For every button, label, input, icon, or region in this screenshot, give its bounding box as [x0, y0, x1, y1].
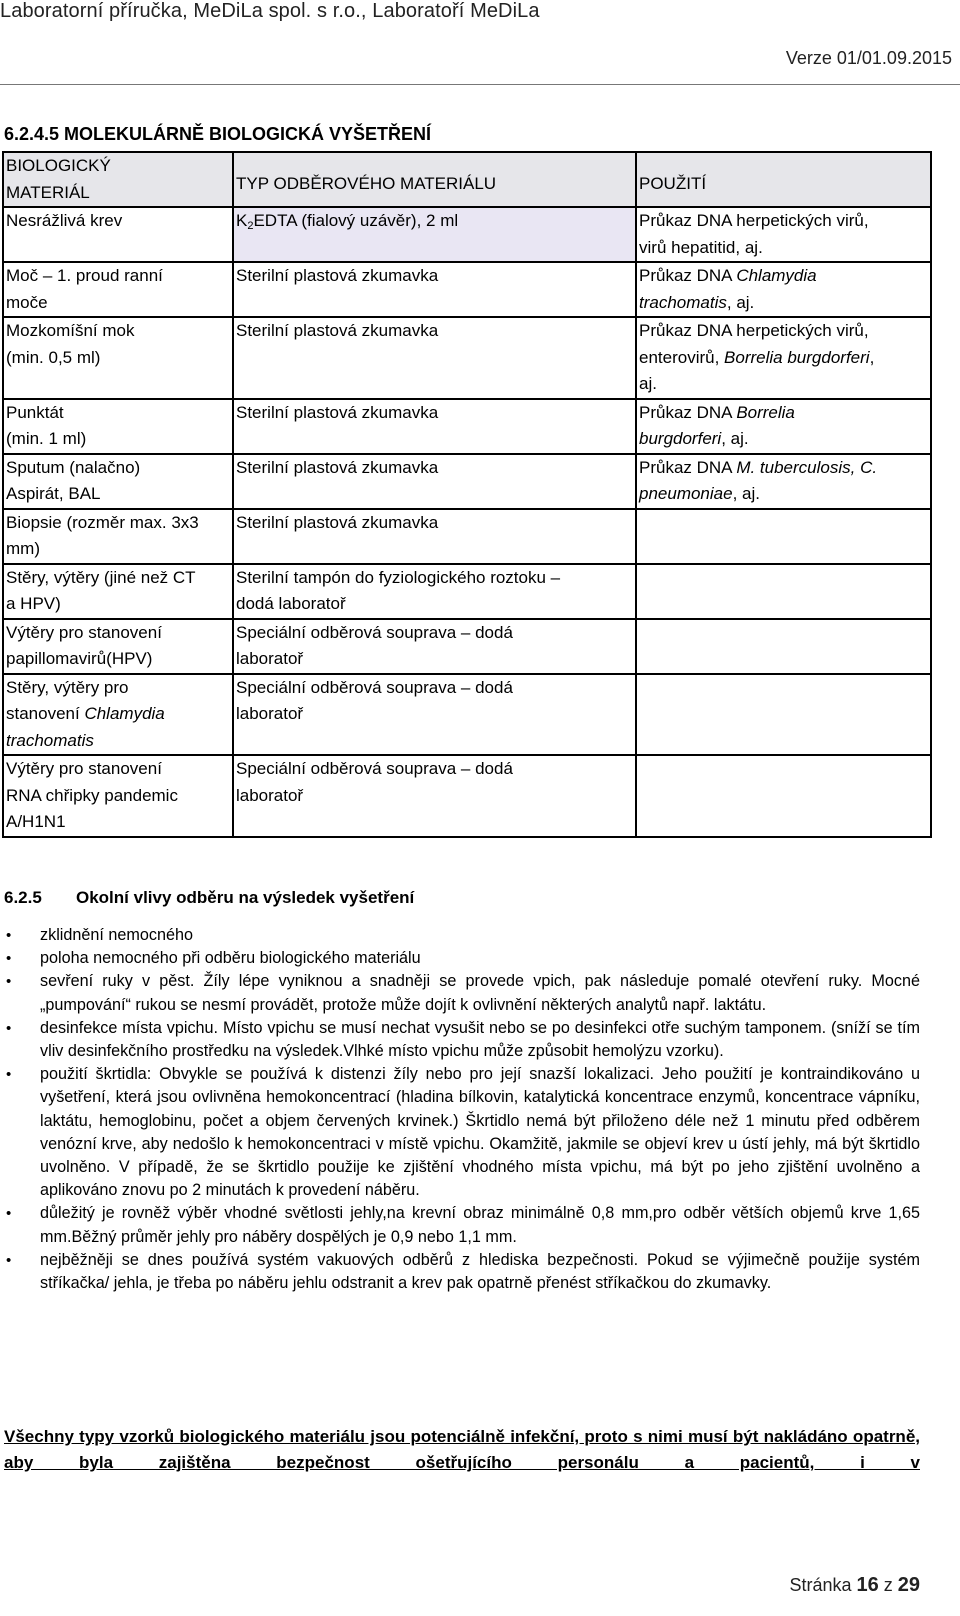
- list-item: • použití škrtidla: Obvykle se používá k distenzi žíly nebo pro její snazší lokalizaci. Jeho použití je kontraindikováno u vyšetření, která jsou ovlivněna hemokoncentrací (hladina bílkovin, katalytická koncentrace enzymů, koncentrace vápníku, laktátu, hemoglobinu, počet a objem červených krvinek.) Škrtidlo nemá být přiloženo déle než 1 minutu před odběrem venózní krve, aby nedošlo k hemokoncentraci v místě vpichu. Okamžitě, jakmile se objeví krev u ústí jehly, má být škrtidlo uvolněno. V případě, že se škrtidlo použije ke zjištění vhodného místa vpichu, má být po jeho zjištění uvolněno a aplikováno znovu po 2 minutách k provedení náběru.: [0, 1063, 920, 1202]
- cell-use: Průkaz DNA M. tuberculosis, C. pneumoniae, aj.: [636, 454, 931, 509]
- cell-type: Sterilní plastová zkumavka: [233, 317, 636, 399]
- table-row: [3, 207, 931, 262]
- cell-material: Nesrážlivá krev: [3, 207, 233, 262]
- cell-type: Sterilní plastová zkumavka: [233, 454, 636, 509]
- header-cell-type: TYP ODBĚROVÉHO MATERIÁLU: [233, 152, 636, 207]
- list-item: • zklidnění nemocného: [0, 924, 920, 947]
- table-row: [3, 755, 931, 837]
- cell-material: Sputum (nalačno) Aspirát, BAL: [3, 454, 233, 509]
- document-header-title: Laboratorní příručka, MeDiLa spol. s r.o., Laboratoří MeDiLa: [0, 0, 540, 22]
- list-item: • sevření ruky v pěst. Žíly lépe vyniknou a snadněji se provede vpich, pak následuje pomalé otevření ruky. Mocné „pumpování“ rukou se nesmí provádět, protože může dojít k ovlivnění některých analytů např. laktátu.: [0, 970, 920, 1016]
- cell-material: Stěry, výtěry pro stanovení Chlamydia trachomatis: [3, 674, 233, 756]
- cell-material: Stěry, výtěry (jiné než CT a HPV): [3, 564, 233, 619]
- cell-material: Punktát (min. 1 ml): [3, 399, 233, 454]
- list-item: • desinfekce místa vpichu. Místo vpichu se musí nechat vysušit nebo se po desinfekci otře suchým tamponem. (sníží se tím vliv desinfekčního prostředku na výsledek.Vlhké místo vpichu může způsobit hemolýzu vzorku).: [0, 1017, 920, 1063]
- cell-use: Průkaz DNA Chlamydia trachomatis, aj.: [636, 262, 931, 317]
- cell-material: Moč – 1. proud ranní moče: [3, 262, 233, 317]
- cell-use: [636, 564, 931, 619]
- cell-use: [636, 674, 931, 756]
- cell-material: Biopsie (rozměr max. 3x3 mm): [3, 509, 233, 564]
- section-title: 6.2.4.5 MOLEKULÁRNĚ BIOLOGICKÁ VYŠETŘENÍ: [4, 124, 432, 144]
- subsection-title: 6.2.5 Okolní vlivy odběru na výsledek vyšetření: [4, 888, 415, 907]
- cell-type: Sterilní plastová zkumavka: [233, 509, 636, 564]
- cell-type: Speciální odběrová souprava – dodá laboratoř: [233, 619, 636, 674]
- header-divider: [0, 84, 960, 85]
- header-cell-material: BIOLOGICKÝ MATERIÁL: [3, 152, 233, 207]
- table-row: [3, 564, 931, 619]
- table-header-row: [3, 152, 931, 207]
- materials-table: [2, 151, 932, 838]
- table-row: [3, 674, 931, 756]
- cell-use: Průkaz DNA herpetických virů, virů hepatitid, aj.: [636, 207, 931, 262]
- table-row: [3, 399, 931, 454]
- table-row: [3, 509, 931, 564]
- cell-use: Průkaz DNA Borrelia burgdorferi, aj.: [636, 399, 931, 454]
- list-item: • poloha nemocného při odběru biologického materiálu: [0, 947, 920, 970]
- table-row: [3, 262, 931, 317]
- cell-use: [636, 619, 931, 674]
- header-cell-use: POUŽITÍ: [636, 152, 931, 207]
- cell-material: Výtěry pro stanovení RNA chřipky pandemic A/H1N1: [3, 755, 233, 837]
- cell-type: Sterilní plastová zkumavka: [233, 262, 636, 317]
- cell-material: Výtěry pro stanovení papillomavirů(HPV): [3, 619, 233, 674]
- cell-type: Sterilní plastová zkumavka: [233, 399, 636, 454]
- list-item: • nejběžněji se dnes používá systém vakuových odběrů z hlediska bezpečnosti. Pokud se výjimečně použije systém stříkačka/ jehla, je třeba po náběru jehlu odstranit a krev pak opatrně přenést stříkačkou do zkumavky.: [0, 1249, 920, 1295]
- factors-list: [0, 924, 920, 1295]
- table-row: [3, 317, 931, 399]
- cell-use: [636, 509, 931, 564]
- cell-type: Speciální odběrová souprava – dodá laboratoř: [233, 755, 636, 837]
- page-number: Stránka 16 z 29: [789, 1574, 920, 1596]
- document-version: Verze 01/01.09.2015: [785, 48, 952, 68]
- list-item: • důležitý je rovněž výběr vhodné světlosti jehly,na krevní obraz minimálně 0,8 mm,pro odběr větších objemů krve 1,65 mm.Běžný průměr jehly pro náběry dospělých je 0,9 nebo 1,1 mm.: [0, 1202, 920, 1248]
- cell-use: [636, 755, 931, 837]
- cell-use: Průkaz DNA herpetických virů, enterovirů, Borrelia burgdorferi, aj.: [636, 317, 931, 399]
- cell-type: Sterilní tampón do fyziologického roztoku – dodá laboratoř: [233, 564, 636, 619]
- cell-material: Mozkomíšní mok (min. 0,5 ml): [3, 317, 233, 399]
- table-row: [3, 454, 931, 509]
- table-row: [3, 619, 931, 674]
- cell-type: Speciální odběrová souprava – dodá laboratoř: [233, 674, 636, 756]
- cell-type: $K_2EDTA$ (fialový uzávěr), 2 ml: [233, 207, 636, 262]
- safety-warning: Všechny typy vzorků biologického materiálu jsou potenciálně infekční, proto s nimi musí být nakládáno opatrně, aby byla zajištěna bezpečnost ošetřujícího personálu a pacientů, i v: [4, 1427, 920, 1472]
